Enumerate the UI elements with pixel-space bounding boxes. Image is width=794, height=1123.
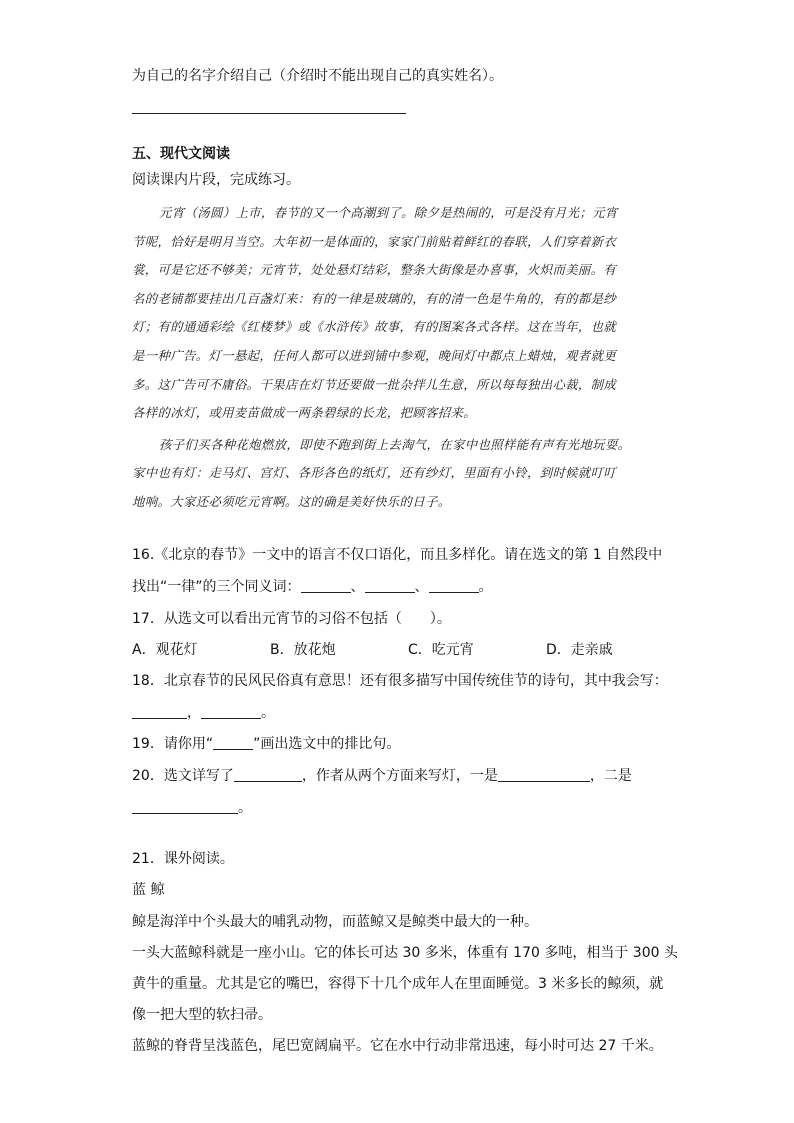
question-17: 17．从选文可以看出元宵节的习俗不包括（ ）。: [132, 611, 451, 627]
option-a[interactable]: A．观花灯: [132, 642, 198, 658]
question-16-line1: 16.《北京的春节》一文中的语言不仅口语化，而且多样化。请在选文的第 1 自然段中: [132, 547, 663, 563]
extra-reading-line: 蓝鲸的脊背呈浅蓝色，尾巴宽阔扁平。它在水中行动非常迅速，每小时可达 27 千米。: [132, 1038, 663, 1054]
option-b[interactable]: B．放花炮: [270, 642, 336, 658]
question-16-line2: [132, 577, 493, 597]
question-19-prompt: 19．请你用“: [132, 736, 214, 752]
answer-blank[interactable]: [234, 767, 302, 782]
passage-line: 名的老铺都要挂出几百盏灯来：有的一律是玻璃的，有的清一色是牛角的，有的都是纱: [132, 290, 617, 306]
punctuation: 。: [261, 705, 275, 721]
question-20-line1: [132, 766, 632, 786]
punctuation: ，: [187, 705, 201, 721]
passage-line: 各样的冰灯，或用麦苗做成一两条碧绿的长龙，把顾客招来。: [132, 405, 476, 421]
option-c[interactable]: C．吃元宵: [408, 642, 474, 658]
reading-passage: [132, 199, 662, 517]
question-19-prompt-end: ”画出选文中的排比句。: [253, 736, 401, 752]
passage-line: 节呢，恰好是明月当空。大年初一是体面的，家家门前贴着鲜红的春联，人们穿着新衣: [132, 233, 617, 249]
question-16-prompt: 找出“一律”的三个同义词：: [132, 579, 301, 595]
answer-blank[interactable]: [132, 799, 238, 814]
question-20-prompt-mid: ，作者从两个方面来写灯，一是: [301, 768, 498, 784]
passage-line: 元宵（汤圆）上市，春节的又一个高潮到了。除夕是热闹的，可是没有月光；元宵: [159, 205, 618, 220]
answer-blank[interactable]: [429, 578, 479, 593]
punctuation: 。: [238, 800, 252, 816]
passage-line: 多。这广告可不庸俗。干果店在灯节还要做一批杂拌儿生意，所以每每独出心裁，制成: [132, 376, 617, 392]
question-20-prompt-mid: ，二是: [589, 768, 632, 784]
passage-line: 是一种广告。灯一悬起，任何人都可以进到铺中参观，晚间灯中都点上蜡烛，观者就更: [132, 347, 617, 363]
passage-line: 地响。大家还必须吃元宵啊。这的确是美好快乐的日子。: [132, 493, 451, 509]
answer-blank[interactable]: [301, 578, 351, 593]
separator: 、: [414, 579, 429, 595]
reading-instruction: 阅读课内片段，完成练习。: [132, 172, 300, 188]
punctuation: 。: [478, 579, 493, 595]
question-20-prompt: 20．选文详写了: [132, 768, 234, 784]
question-20-line2: [132, 798, 252, 818]
extra-reading-line: 鲸是海洋中个头最大的哺乳动物，而蓝鲸又是鲸类中最大的一种。: [132, 914, 538, 930]
extra-reading-line: 像一把大型的软扫帚。: [132, 1007, 272, 1023]
passage-line: 孩子们买各种花炮燃放，即使不跑到街上去淘气，在家中也照样能有声有光地玩耍。: [159, 436, 631, 452]
answer-blank[interactable]: [365, 578, 415, 593]
passage-line: 灯；有的通通彩绘《红楼梦》或《水浒传》故事，有的图案各式各样。这在当年，也就: [132, 319, 617, 335]
question-17-options: [132, 640, 613, 660]
answer-blank[interactable]: [498, 767, 590, 782]
answer-blank[interactable]: [132, 704, 187, 719]
passage-line: 家中也有灯：走马灯、宫灯、各形各色的纸灯，还有纱灯，里面有小铃，到时候就叮叮: [132, 465, 617, 481]
question-21-label: 21．课外阅读。: [132, 851, 234, 867]
separator: 、: [350, 579, 365, 595]
extra-reading-line: 一头大蓝鲸科就是一座小山。它的体长可达 30 多米，体重有 170 多吨，相当于 300 头: [132, 945, 678, 961]
question-19: [132, 734, 400, 754]
extra-reading-line: 黄牛的重量。尤其是它的嘴巴，容得下十几个成年人在里面睡觉。3 米多长的鲸须，就: [132, 976, 664, 992]
question-18-line2: [132, 703, 275, 723]
option-d[interactable]: D．走亲戚: [546, 642, 613, 658]
answer-blank[interactable]: [201, 704, 261, 719]
underline-sample: [213, 735, 253, 750]
section-heading: 五、现代文阅读: [132, 146, 230, 162]
question-18-line1: 18．北京春节的民风民俗真有意思！还有很多描写中国传统佳节的诗句，其中我会写：: [132, 673, 668, 689]
intro-instruction-line: 为自己的名字介绍自己（介绍时不能出现自己的真实姓名）。: [132, 68, 503, 84]
answer-line: [132, 113, 406, 114]
extra-reading-title: 蓝 鲸: [132, 882, 165, 898]
passage-line: 裳，可是它还不够美；元宵节，处处悬灯结彩，整条大街像是办喜事，火炽而美丽。有: [132, 262, 617, 278]
